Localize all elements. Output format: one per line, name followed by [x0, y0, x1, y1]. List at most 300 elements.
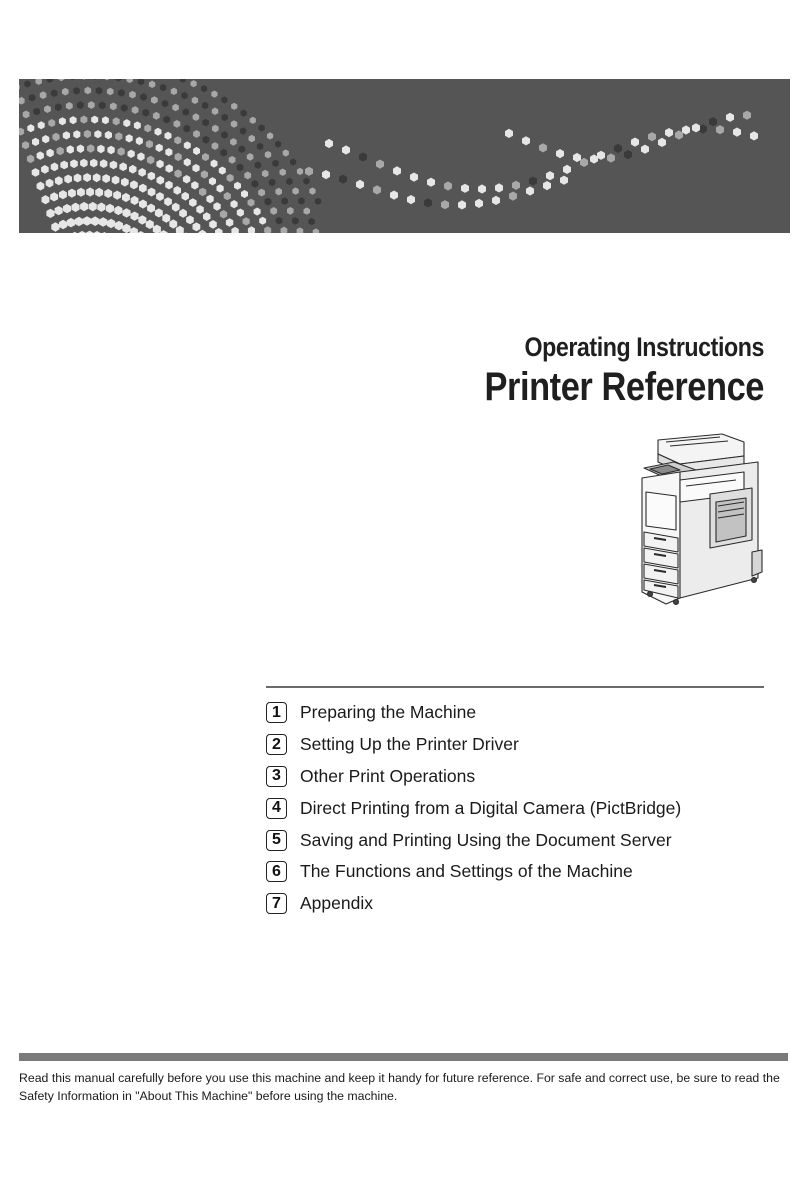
banner-dot: [110, 103, 117, 111]
banner-dot: [648, 132, 656, 141]
banner-dot: [529, 177, 537, 186]
banner-dot: [47, 79, 53, 83]
banner-dot: [325, 139, 333, 148]
banner-dot: [184, 158, 191, 166]
banner-dot: [213, 202, 220, 211]
banner-dot: [94, 130, 101, 138]
banner-dot: [107, 88, 114, 96]
banner-dot: [93, 173, 101, 182]
banner-dot: [146, 220, 154, 229]
banner-dot: [304, 207, 311, 214]
banner-dot: [128, 150, 135, 158]
banner-dot: [41, 165, 49, 174]
banner-dot: [410, 173, 418, 182]
banner-dot: [390, 191, 398, 200]
banner-dot: [254, 208, 261, 216]
banner-dot: [113, 117, 120, 125]
banner-dot: [155, 208, 163, 217]
banner-dot: [113, 191, 121, 200]
banner-dot: [231, 200, 238, 208]
banner-dot: [249, 135, 256, 143]
banner-dot: [244, 172, 251, 180]
banner-dot: [89, 202, 97, 211]
banner-dot: [682, 125, 690, 134]
banner-dot: [237, 164, 244, 172]
banner-dot: [269, 179, 276, 187]
banner-dot: [127, 79, 133, 83]
banner-dot: [191, 80, 197, 87]
banner-dot: [373, 185, 381, 194]
banner-dot: [262, 170, 269, 178]
banner-dot: [132, 106, 139, 114]
banner-dot: [70, 116, 77, 124]
banner-dot: [42, 195, 50, 204]
banner-dot: [189, 198, 197, 207]
banner-dot: [275, 188, 282, 196]
chapter-title: Direct Printing from a Digital Camera (PictBridge): [300, 797, 682, 818]
banner-dot: [32, 138, 39, 146]
banner-dot: [87, 144, 94, 152]
banner-dot: [259, 217, 266, 225]
banner-dot: [220, 149, 227, 157]
banner-dot: [183, 175, 190, 184]
banner-dot: [19, 97, 25, 105]
banner-dot: [139, 200, 147, 209]
banner-dot: [292, 217, 299, 225]
banner-dot: [202, 153, 209, 161]
banner-dot: [174, 186, 182, 195]
banner-dot: [58, 79, 64, 81]
banner-dot: [526, 186, 534, 195]
banner-dot: [102, 116, 109, 124]
banner-dot: [55, 206, 63, 215]
dot-pattern-graphic: [19, 79, 790, 233]
banner-dot: [243, 217, 250, 225]
banner-dot: [222, 114, 228, 121]
banner-dot: [126, 134, 133, 142]
banner-dot: [165, 181, 173, 190]
banner-dot: [556, 149, 564, 158]
banner-dot: [475, 199, 483, 208]
banner-dot: [36, 79, 42, 85]
banner-dot: [157, 176, 165, 185]
banner-dot: [24, 80, 30, 87]
banner-dot: [144, 124, 151, 132]
banner-dot: [129, 165, 137, 174]
banner-dot: [156, 192, 164, 201]
banner-dot: [122, 224, 130, 233]
banner-dot: [733, 128, 741, 137]
banner-dot: [62, 88, 69, 96]
document-title: Printer Reference: [484, 365, 764, 409]
banner-dot: [275, 141, 281, 148]
banner-dot: [100, 232, 109, 233]
banner-dot: [70, 159, 78, 168]
banner-dot: [267, 132, 273, 139]
banner-dot: [297, 227, 304, 233]
banner-dot: [309, 188, 315, 195]
banner-dot: [51, 89, 58, 97]
banner-dot: [162, 214, 170, 223]
banner-dot: [42, 135, 49, 143]
banner-dot: [303, 178, 309, 185]
banner-dot: [193, 147, 200, 155]
banner-dot: [193, 113, 200, 121]
banner-dot: [458, 200, 466, 209]
banner-dot: [315, 198, 321, 205]
chapter-number: 7: [266, 893, 287, 914]
banner-dot: [252, 180, 259, 188]
banner-dot: [22, 141, 29, 149]
banner-dot: [522, 136, 530, 145]
banner-dot: [183, 108, 190, 116]
banner-dot: [614, 144, 622, 153]
banner-dot: [115, 221, 123, 231]
banner-dot: [59, 190, 67, 199]
banner-dot: [123, 119, 130, 127]
banner-dot: [64, 175, 72, 184]
banner-dot: [72, 203, 80, 212]
banner-dot: [104, 189, 112, 198]
banner-dot: [86, 187, 94, 196]
chapter-title: Appendix: [300, 893, 373, 914]
banner-dot: [99, 217, 107, 227]
banner-dot: [137, 231, 145, 233]
banner-dot: [88, 101, 95, 109]
banner-dot: [227, 174, 234, 182]
banner-dot: [91, 116, 98, 124]
banner-dot: [229, 156, 236, 164]
banner-dot: [99, 102, 106, 110]
banner-dot: [259, 124, 265, 131]
banner-dot: [234, 182, 241, 190]
document-subtitle: Operating Instructions: [524, 332, 764, 362]
banner-dot: [276, 217, 283, 225]
banner-dot: [658, 138, 666, 147]
banner-dot: [247, 153, 254, 161]
banner-dot: [97, 145, 104, 154]
banner-dot: [102, 174, 110, 183]
banner-dot: [146, 140, 153, 148]
banner-dot: [96, 87, 103, 95]
banner-dot: [665, 128, 673, 137]
banner-dot: [224, 192, 231, 200]
banner-dot: [163, 116, 170, 124]
banner-dot: [356, 180, 364, 189]
banner-dot: [121, 104, 128, 112]
banner-dot: [220, 210, 227, 219]
table-of-contents: [266, 697, 681, 920]
banner-dot: [155, 128, 162, 136]
banner-dot: [376, 160, 384, 169]
banner-dot: [543, 181, 551, 190]
banner-dot: [241, 190, 248, 198]
banner-dot: [37, 182, 45, 191]
toc-item-7[interactable]: [266, 888, 681, 920]
banner-dot: [221, 96, 227, 103]
banner-dot: [129, 91, 136, 99]
banner-dot: [153, 225, 161, 233]
banner-dot: [59, 117, 66, 125]
banner-dot: [151, 96, 158, 104]
banner-dot: [77, 145, 84, 154]
banner-dot: [51, 222, 59, 232]
banner-dot: [131, 212, 139, 221]
banner-dot: [230, 138, 237, 146]
banner-dot: [716, 125, 724, 134]
chapter-title: Preparing the Machine: [300, 702, 477, 723]
banner-dot: [63, 204, 71, 213]
chapter-title: Saving and Printing Using the Document Server: [300, 829, 672, 850]
banner-dot: [55, 176, 63, 185]
banner-dot: [597, 151, 605, 160]
banner-dot: [193, 222, 201, 231]
banner-dot: [258, 189, 265, 197]
banner-dot: [83, 216, 91, 226]
banner-dot: [231, 120, 238, 127]
banner-dot: [68, 189, 76, 198]
banner-dot: [149, 81, 155, 88]
banner-dot: [339, 175, 347, 184]
banner-dot: [80, 202, 88, 211]
banner-dot: [107, 146, 114, 155]
banner-dot: [172, 104, 179, 112]
banner-dot: [115, 79, 121, 82]
banner-dot: [171, 88, 177, 95]
banner-dot: [38, 121, 45, 129]
banner-dot: [81, 79, 87, 80]
banner-dot: [297, 168, 303, 175]
banner-dot: [106, 204, 114, 213]
banner-dot: [100, 159, 108, 168]
banner-dot: [183, 125, 190, 133]
banner-dot: [46, 209, 54, 218]
banner-dot: [182, 192, 190, 201]
banner-dot: [692, 123, 700, 132]
banner-dot: [148, 172, 156, 181]
banner-dot: [199, 230, 207, 233]
chapter-number: 3: [266, 766, 287, 787]
banner-dot: [184, 141, 191, 149]
banner-dot: [580, 158, 588, 167]
banner-dot: [699, 124, 707, 133]
banner-dot: [492, 196, 500, 205]
banner-dot: [67, 145, 74, 154]
banner-dot: [563, 165, 571, 174]
banner-dot: [48, 119, 55, 127]
banner-dot: [29, 94, 36, 102]
banner-dot: [74, 174, 82, 183]
banner-dot: [196, 205, 204, 214]
banner-dot: [85, 231, 94, 233]
banner-dot: [212, 125, 219, 133]
banner-dot: [539, 143, 547, 152]
banner-dot: [201, 170, 208, 178]
banner-dot: [202, 102, 208, 109]
banner-dot: [283, 149, 289, 156]
banner-dot: [136, 137, 143, 145]
banner-dot: [265, 198, 272, 206]
toc-item-6[interactable]: [266, 856, 681, 888]
banner-dot: [444, 181, 452, 190]
chapter-number: 2: [266, 734, 287, 755]
banner-dot: [71, 232, 80, 233]
banner-dot: [427, 178, 435, 187]
banner-dot: [46, 179, 54, 188]
banner-dot: [248, 199, 255, 207]
banner-dot: [546, 171, 554, 180]
banner-dot: [505, 129, 513, 138]
banner-dot: [114, 206, 122, 215]
banner-dot: [241, 110, 247, 117]
toc-item-5[interactable]: [266, 824, 681, 856]
banner-dot: [298, 197, 304, 204]
banner-dot: [709, 117, 717, 126]
banner-dot: [139, 184, 147, 193]
banner-dot: [624, 150, 632, 159]
multifunction-printer-icon: [636, 432, 768, 606]
banner-dot: [560, 176, 568, 185]
banner-dot: [73, 87, 80, 95]
banner-dot: [211, 160, 218, 168]
banner-dot: [140, 93, 147, 101]
banner-dot: [219, 167, 226, 175]
banner-dot: [199, 188, 206, 196]
toc-item-2[interactable]: [266, 729, 681, 761]
banner-dot: [322, 170, 330, 179]
banner-dot: [60, 161, 68, 170]
banner-dot: [166, 164, 173, 173]
banner-dot: [201, 85, 207, 92]
banner-dot: [134, 121, 141, 129]
banner-dot: [115, 132, 122, 140]
banner-dot: [305, 167, 313, 176]
banner-dot: [255, 161, 262, 169]
banner-dot: [292, 187, 298, 194]
banner-dot: [50, 192, 58, 201]
banner-dot: [118, 147, 125, 156]
banner-dot: [180, 79, 186, 83]
banner-dot: [63, 131, 70, 139]
banner-dot: [359, 152, 367, 161]
banner-dot: [172, 203, 180, 212]
banner-dot: [512, 181, 520, 190]
banner-dot: [70, 79, 76, 80]
banner-dot: [148, 188, 156, 197]
banner-dot: [342, 145, 350, 154]
banner-dot: [33, 108, 40, 116]
banner-dot: [192, 97, 198, 104]
banner-dot: [174, 136, 181, 144]
banner-dot: [160, 84, 166, 91]
banner-dot: [750, 131, 758, 140]
banner-dot: [308, 218, 314, 225]
banner-dot: [209, 220, 217, 229]
banner-dot: [272, 160, 279, 167]
banner-dot: [286, 178, 292, 185]
banner-dot: [181, 92, 187, 99]
banner-dot: [90, 159, 98, 168]
banner-dot: [424, 198, 432, 207]
banner-dot: [52, 133, 59, 141]
banner-dot: [92, 79, 99, 80]
toc-divider: [266, 686, 764, 688]
footer-notice: Read this manual carefully before you use this machine and keep it handy for future reference. For safe and correct use, be sure to read the Safety Information in "About This Machine" before using the machine.: [19, 1071, 780, 1103]
banner-dot: [231, 227, 238, 233]
banner-dot: [239, 145, 246, 153]
banner-dot: [153, 112, 160, 120]
banner-dot: [179, 209, 187, 218]
banner-dot: [44, 105, 51, 113]
banner-dot: [231, 103, 237, 110]
banner-dot: [206, 195, 213, 204]
toc-item-4[interactable]: [266, 792, 681, 824]
banner-dot: [226, 218, 233, 227]
banner-dot: [313, 228, 319, 233]
banner-dot: [250, 117, 256, 124]
banner-dot: [193, 130, 200, 138]
banner-dot: [287, 207, 294, 215]
banner-dot: [83, 173, 91, 182]
banner-dot: [174, 120, 181, 128]
banner-dot: [73, 130, 80, 138]
banner-dot: [27, 124, 34, 132]
banner-dot: [57, 147, 64, 156]
banner-dot: [509, 192, 517, 201]
banner-dot: [77, 188, 85, 197]
banner-dot: [19, 83, 20, 90]
banner-dot: [75, 217, 83, 227]
banner-dot: [138, 215, 146, 224]
chapter-title: The Functions and Settings of the Machine: [300, 861, 633, 882]
banner-dot: [137, 152, 144, 161]
banner-dot: [164, 197, 172, 206]
banner-dot: [59, 220, 67, 230]
banner-dot: [743, 111, 751, 120]
banner-dot: [67, 218, 75, 228]
banner-dot: [215, 228, 223, 233]
banner-dot: [130, 227, 138, 233]
banner-dot: [281, 197, 288, 205]
banner-dot: [607, 153, 615, 162]
banner-dot: [281, 227, 288, 233]
banner-dot: [240, 127, 246, 134]
banner-dot: [176, 226, 184, 233]
banner-dot: [175, 153, 182, 161]
banner-dot: [51, 163, 59, 172]
banner-dot: [441, 200, 449, 209]
banner-dot: [237, 209, 244, 217]
banner-dot: [165, 148, 172, 156]
banner-dot: [221, 131, 228, 139]
toc-item-3[interactable]: [266, 761, 681, 793]
banner-dot: [264, 226, 271, 233]
banner-dot: [156, 144, 163, 152]
banner-dot: [147, 204, 155, 213]
banner-dot: [191, 181, 198, 190]
chapter-number: 5: [266, 830, 287, 851]
chapter-number: 6: [266, 861, 287, 882]
banner-dot: [85, 87, 92, 95]
banner-dot: [461, 184, 469, 193]
banner-dot: [93, 231, 101, 233]
toc-item-1[interactable]: [266, 697, 681, 729]
banner-dot: [631, 138, 639, 147]
banner-dot: [248, 226, 255, 233]
banner-dot: [675, 130, 683, 139]
banner-dot: [290, 158, 296, 165]
banner-dot: [80, 159, 88, 168]
